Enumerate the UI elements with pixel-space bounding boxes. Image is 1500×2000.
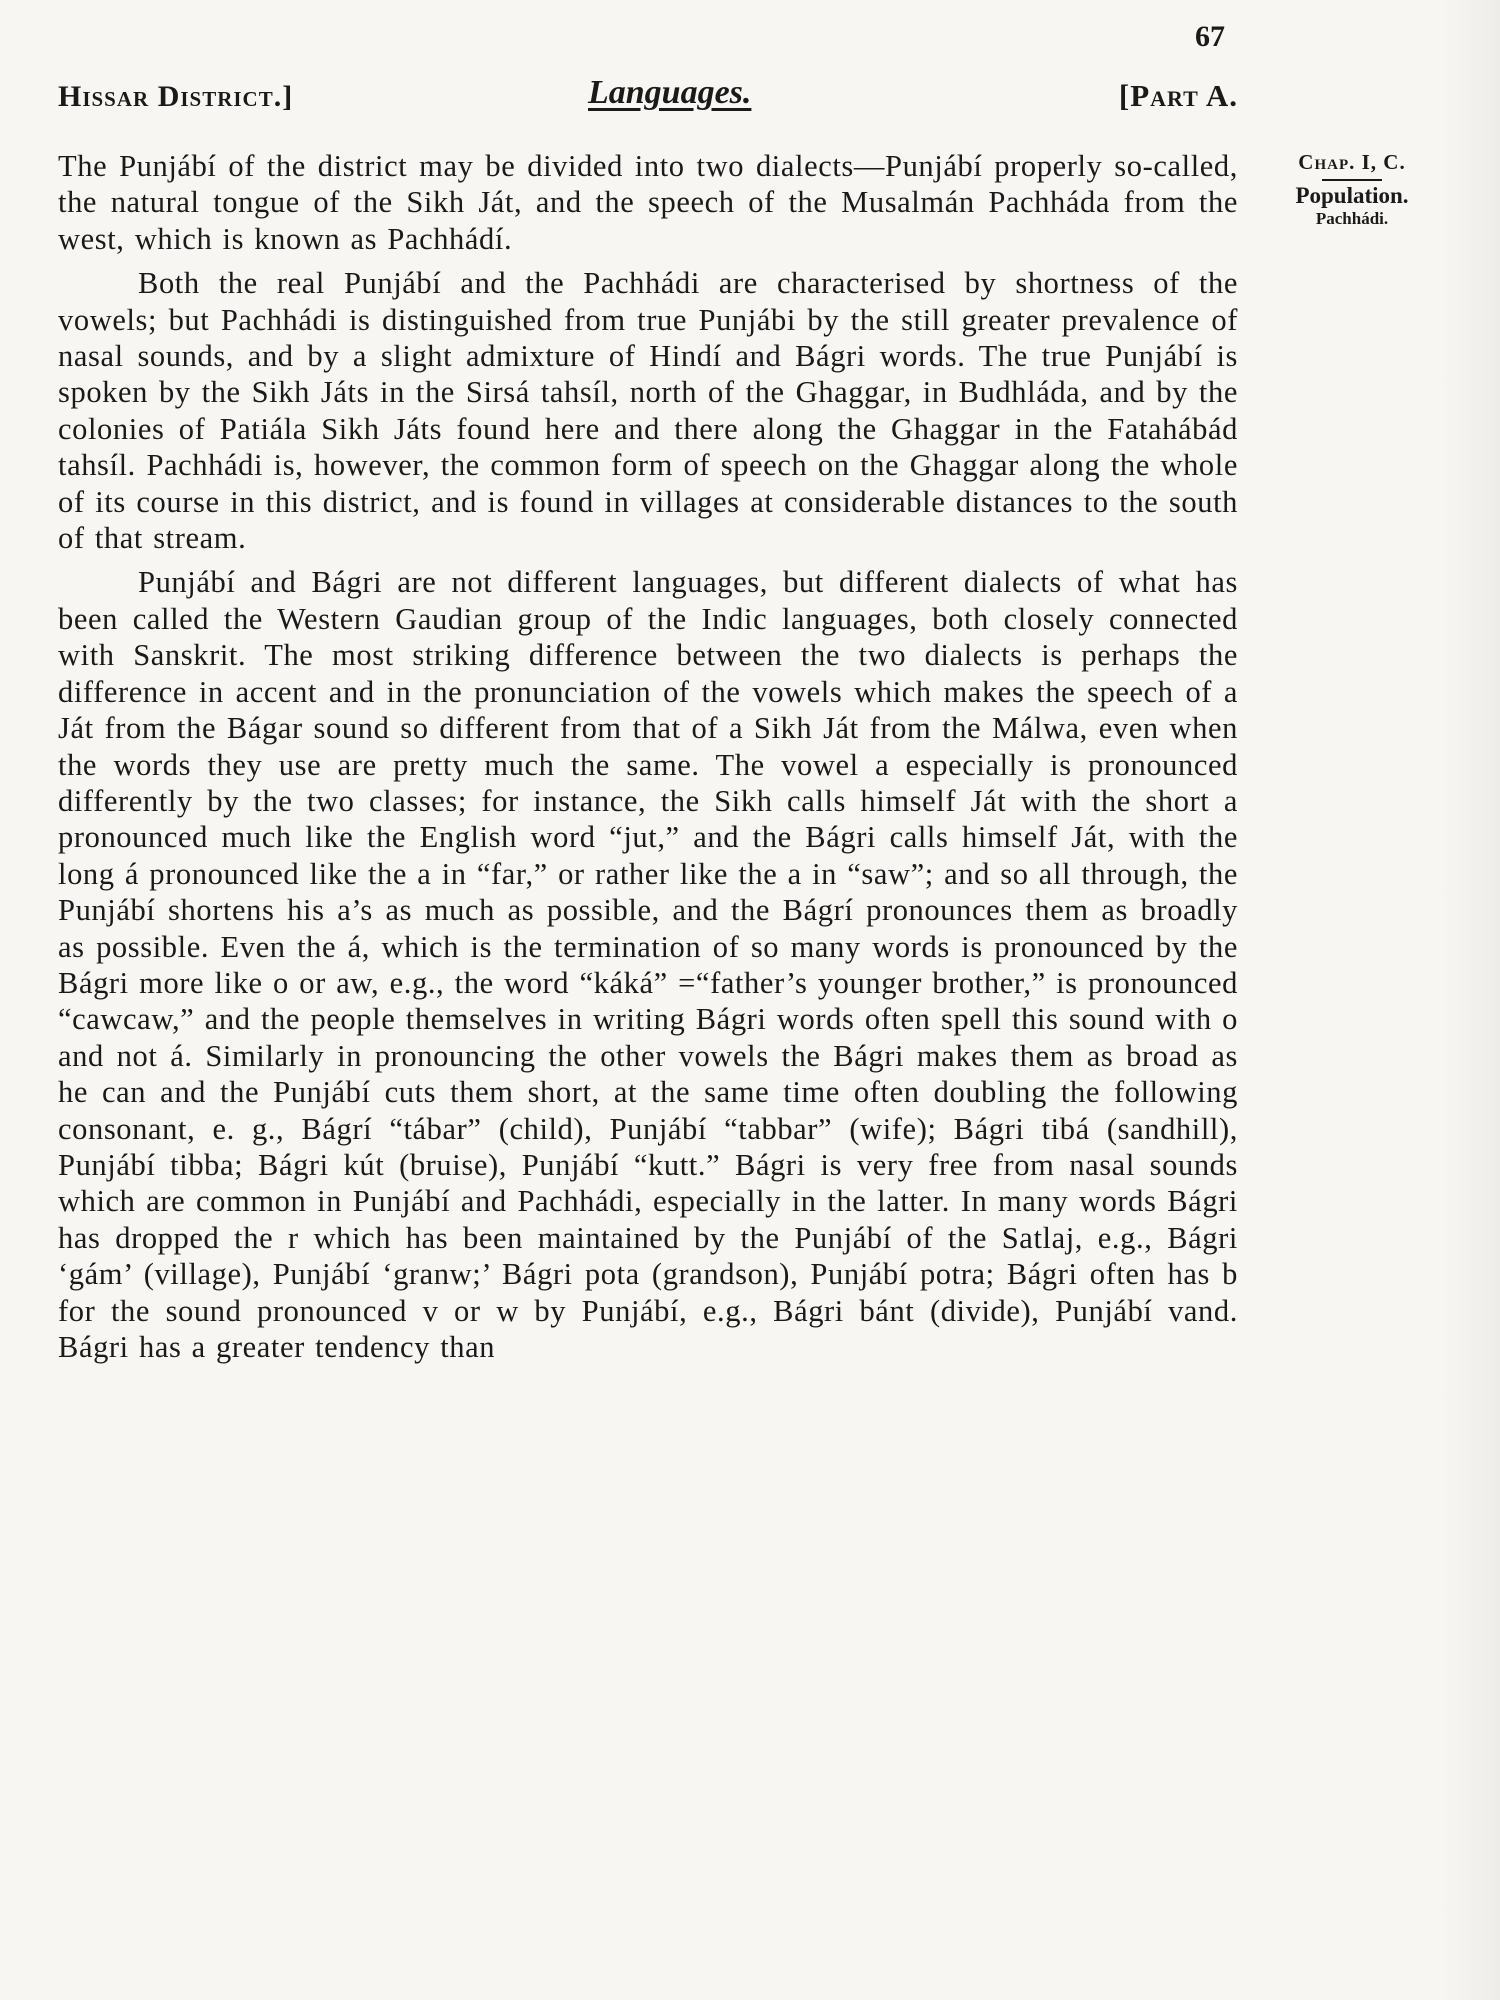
running-head-part: [Part A.	[1118, 78, 1238, 113]
margin-chapter: Chap. I, C.	[1298, 150, 1406, 174]
page-edge-shadow	[1440, 0, 1500, 2000]
paragraph-dialects: The Punjábí of the district may be divided into two dialects—Punjábí properly so-called, the natural tongue of the Sikh Ját, and the speech of the Musalmán Pachháda from the west, which is known as Pachhádí.	[58, 149, 1238, 256]
body-text	[58, 148, 1238, 1365]
running-head	[58, 74, 1238, 118]
running-head-district: Hissar District.]	[58, 80, 294, 113]
paragraph-bagri-comparison: Punjábí and Bágri are not different languages, but different dialects of what has been called the Western Gaudian group of the Indic languages, both closely connected with Sanskrit. The most striking difference between the two dialects is perhaps the difference in accent and in the pronunciation of the vowels which makes the speech of a Ját from the Bágar sound so different from that of a Sikh Ját from the Málwa, even when the words they use are pretty much the same. The vowel a especially is pronounced differently by the two classes; for instance, the Sikh calls himself Ját with the short a pronounced much like the English word “jut,” and the Bágri calls himself Ját, with the long á pronounced like the a in “far,” or rather like the a in “saw”; and so all through, the Punjábí shortens his a’s as much as possible, and the Bágrí pronounces them as broadly as possible. Even the á, which is the termination of so many words is pronounced by the Bágri more like o or aw, e.g., the word “káká” =“father’s younger brother,” is pronounced “cawcaw,” and the people themselves in writing Bágri words often spell this sound with o and not á. Similarly in pronouncing the other vowels the Bágri makes them as broad as he can and the Punjábí cuts them short, at the same time often doubling the following consonant, e. g., Bágrí “tábar” (child), Punjábí “tabbar” (wife); Bágri tibá (sandhill), Punjábí tibba; Bágri kút (bruise), Punjábí “kutt.” Bágri is very free from nasal sounds which are common in Punjábí and Pachhádi, especially in the latter. In many words Bágri has dropped the r which has been maintained by the Punjábí of the Satlaj, e.g., Bágri ‘gám’ (village), Punjábí ‘granw;’ Bágri pota (grandson), Punjábí potra; Bágri often has b for the sound pronounced v or w by Punjábí, e.g., Bágri bánt (divide), Punjábí vand. Bágri has a greater tendency than	[58, 565, 1238, 1364]
paragraph-pachhadi: Both the real Punjábí and the Pachhádi are characterised by shortness of the vowels; but Pachhádi is distinguished from true Punjábi by the still greater prevalence of nasal sounds, and by a slight admixture of Hindí and Bágri words. The true Punjábí is spoken by the Sikh Játs in the Sirsá tahsíl, north of the Ghaggar, in Budhláda, and by the colonies of Patiála Sikh Játs found here and there along the Ghaggar in the Fatahábád tahsíl. Pachhádi is, however, the common form of speech on the Ghaggar along the whole of its course in this district, and is found in villages at considerable distances to the south of that stream.	[58, 266, 1238, 556]
margin-notes	[1262, 150, 1442, 229]
page-number: 67	[1195, 20, 1225, 53]
margin-subsection: Pachhádi.	[1315, 209, 1389, 228]
margin-rule	[1322, 179, 1382, 181]
running-head-title: Languages.	[588, 74, 752, 111]
margin-section: Population.	[1295, 183, 1409, 208]
